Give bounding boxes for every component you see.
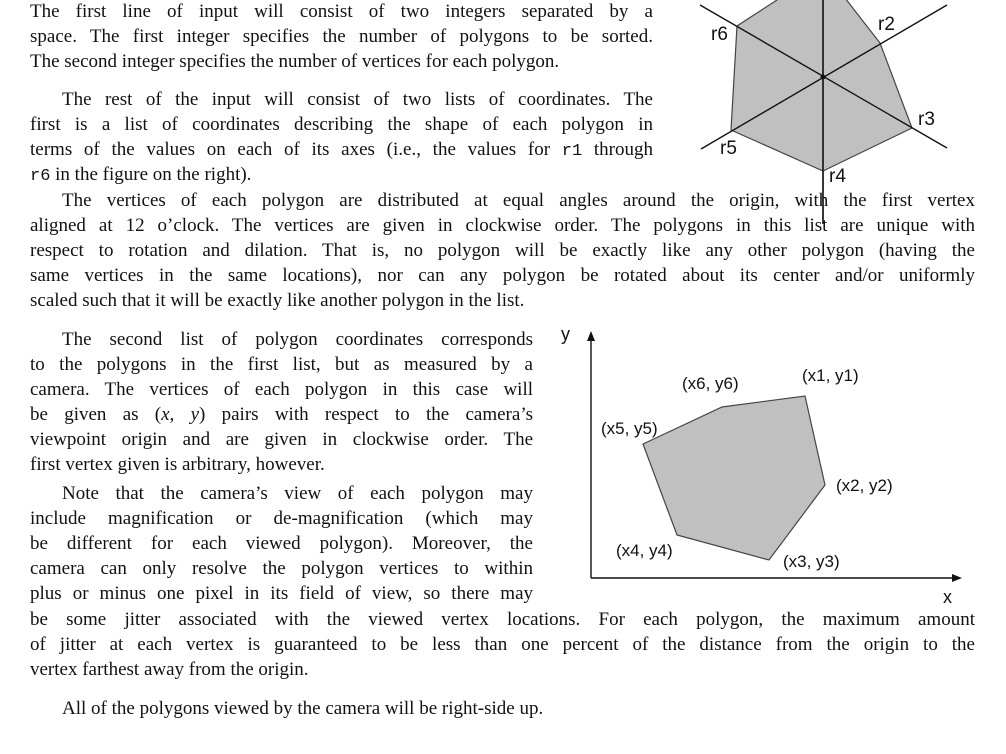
text-line: be different for each viewed polygon). Moreover, the: [30, 533, 533, 554]
vertex-label-6: (x6, y6): [682, 374, 739, 393]
text-line: [30, 402, 533, 427]
camera-polygon-shape: [643, 396, 825, 560]
y-axis-arrow-icon: [587, 331, 595, 341]
text-line: space. The first integer specifies the number of polygons to be sorted.: [30, 26, 653, 47]
text-line: be some jitter associated with the viewed vertex locations. For each polygon, the maximum amount: [30, 609, 975, 630]
axis-label-r3: r3: [918, 109, 935, 130]
axis-label-r5: r5: [720, 138, 737, 159]
math-xy: x, y: [161, 404, 200, 425]
vertex-label-1: (x1, y1): [802, 366, 859, 385]
text-line: first vertex given is arbitrary, however.: [30, 454, 325, 475]
figure-camera-view: [540, 315, 1006, 615]
text-line: viewpoint origin and are given in clockwise order. The: [30, 429, 533, 450]
text-span: terms of the values on each of its axes (i.e., the values for: [30, 139, 562, 160]
text-line: include magnification or de-magnification (which may: [30, 508, 533, 529]
text-line: same vertices in the same locations), nor can any polygon be rotated about its center and/or uniformly: [30, 265, 975, 286]
origin-dot: [821, 75, 826, 80]
text-line: Note that the camera’s view of each polygon may: [62, 483, 533, 504]
text-span: in the figure on the right).: [50, 164, 252, 185]
text-line: The second list of polygon coordinates corresponds: [62, 329, 533, 350]
code-r6: r6: [30, 167, 51, 186]
axis-label-r2: r2: [878, 14, 895, 35]
text-line: The vertices of each polygon are distributed at equal angles around the origin, with the first vertex: [62, 190, 975, 211]
text-span: ) pairs with respect to the camera’s: [199, 404, 533, 425]
axis-label-r6: r6: [711, 24, 728, 45]
text-span: through: [582, 139, 654, 160]
figure-polygon-axes: [0, 0, 1006, 240]
text-line: of jitter at each vertex is guaranteed to be less than one percent of the distance from the origin to the: [30, 634, 975, 655]
x-axis-label: x: [943, 587, 952, 607]
text-line: The first line of input will consist of two integers separated by a: [30, 1, 653, 22]
text-line: The second integer specifies the number of vertices for each polygon.: [30, 51, 560, 72]
text-line: aligned at 12 o’clock. The vertices are given in clockwise order. The polygons in this list are unique with: [30, 215, 975, 236]
x-axis-arrow-icon: [952, 574, 962, 582]
y-axis-label: y: [561, 324, 570, 344]
text-line: scaled such that it will be exactly like another polygon in the list.: [30, 290, 525, 311]
code-r1: r1: [561, 142, 583, 161]
text-line: camera. The vertices of each polygon in this case will: [30, 379, 533, 400]
vertex-label-4: (x4, y4): [616, 541, 673, 560]
text-line: respect to rotation and dilation. That is, no polygon will be exactly like any other polygon (having the: [30, 240, 975, 261]
text-line: plus or minus one pixel in its field of view, so there may: [30, 583, 533, 604]
vertex-label-5: (x5, y5): [601, 419, 658, 438]
axis-label-r4: r4: [829, 166, 846, 187]
text-line: vertex farthest away from the origin.: [30, 659, 309, 680]
text-line: first is a list of coordinates describing the shape of each polygon in: [30, 114, 653, 135]
text-line: All of the polygons viewed by the camera will be right-side up.: [62, 698, 544, 719]
vertex-label-3: (x3, y3): [783, 552, 840, 571]
text-line: The rest of the input will consist of two lists of coordinates. The: [62, 89, 653, 110]
text-line: to the polygons in the first list, but as measured by a: [30, 354, 533, 375]
text-line: camera can only resolve the polygon vertices to within: [30, 558, 533, 579]
vertex-label-2: (x2, y2): [836, 476, 893, 495]
text-span: be given as (: [30, 404, 162, 425]
